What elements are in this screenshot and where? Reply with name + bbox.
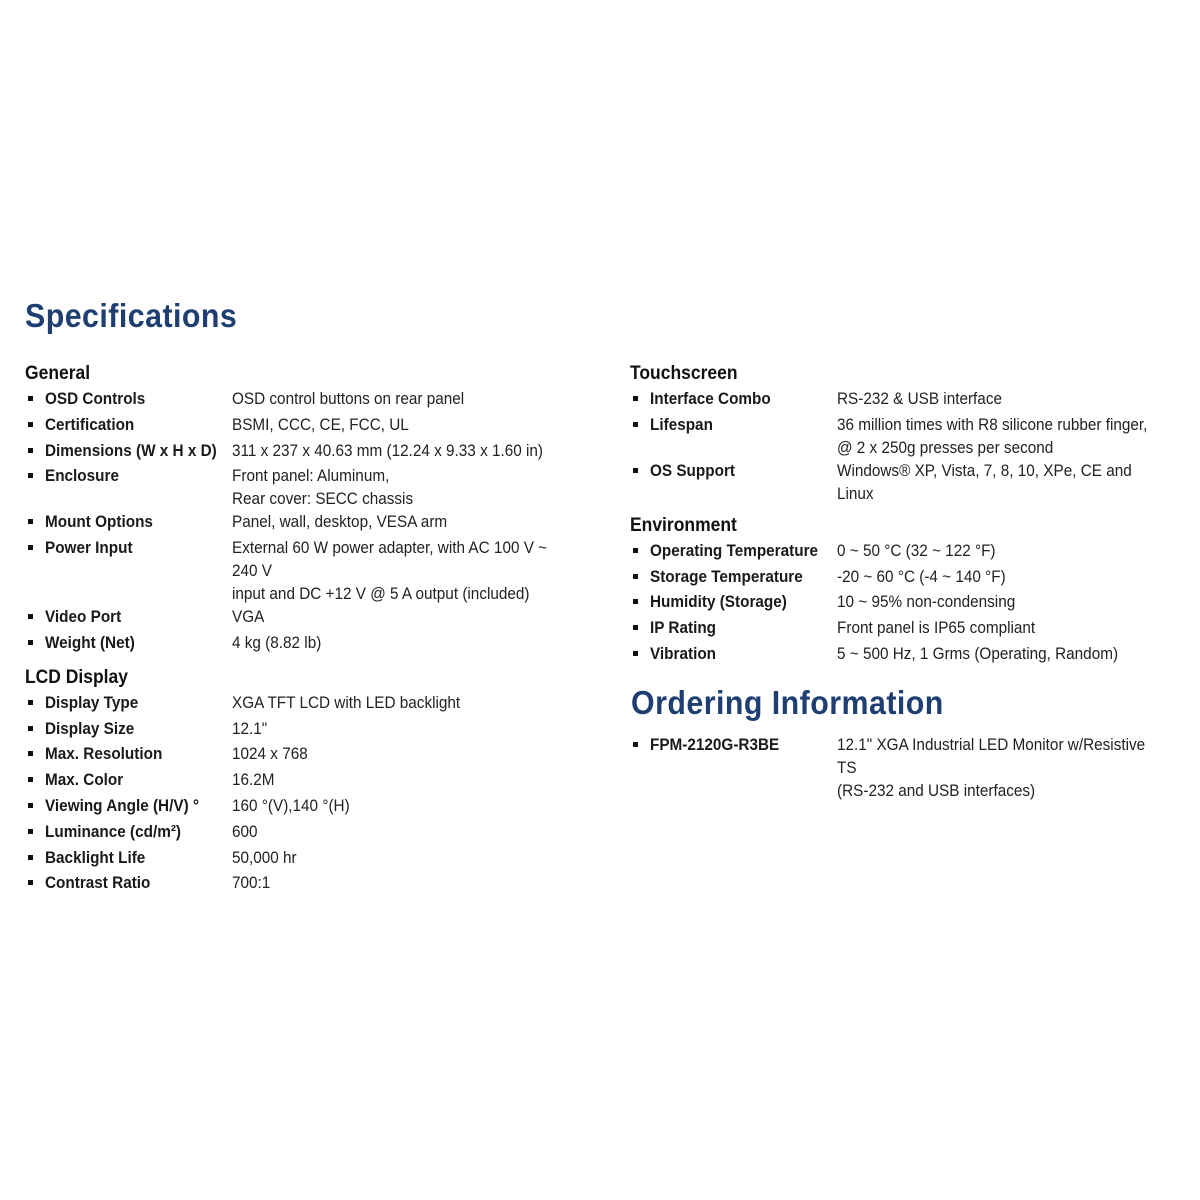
bullet-icon [28, 803, 33, 808]
bullet-icon [28, 726, 33, 731]
spec-row [25, 691, 595, 717]
spec-label: Operating Temperature [650, 540, 819, 560]
spec-value: Front panel: Aluminum, Rear cover: SECC chassis [232, 466, 414, 509]
spec-value: 10 ~ 95% non-condensing [837, 592, 1016, 612]
spec-value: Windows® XP, Vista, 7, 8, 10, XPe, CE and Linux [837, 460, 1132, 503]
bullet-icon [633, 574, 638, 579]
spec-label: Weight (Net) [45, 632, 135, 652]
spec-row [25, 717, 595, 743]
spec-label: Viewing Angle (H/V) ° [45, 795, 200, 815]
bullet-icon [28, 829, 33, 834]
spec-value: 12.1" [232, 718, 268, 738]
spec-row [630, 539, 1190, 565]
spec-label: Storage Temperature [650, 566, 803, 586]
spec-row [630, 733, 1190, 802]
spec-label: Luminance (cd/m²) [45, 821, 182, 841]
left-column [25, 361, 595, 905]
bullet-icon [633, 422, 638, 427]
spec-value: BSMI, CCC, CE, FCC, UL [232, 414, 409, 434]
environment-list [630, 539, 1190, 668]
spec-label: Enclosure [45, 466, 119, 486]
spec-label: Display Size [45, 718, 135, 738]
spec-value: 12.1" XGA Industrial LED Monitor w/Resistive TS (RS-232 and USB interfaces) [837, 735, 1146, 800]
section-heading-touchscreen: Touchscreen [630, 363, 738, 384]
bullet-icon [28, 545, 33, 550]
bullet-icon [28, 700, 33, 705]
ordering-column [630, 733, 1190, 810]
spec-row [25, 742, 595, 768]
spec-value: XGA TFT LCD with LED backlight [232, 692, 461, 712]
spec-value: VGA [232, 607, 265, 627]
bullet-icon [28, 396, 33, 401]
spec-label: Interface Combo [650, 389, 771, 408]
spec-row [630, 387, 1190, 413]
spec-value: RS-232 & USB interface [837, 389, 1002, 408]
spec-value: Panel, wall, desktop, VESA arm [232, 512, 448, 532]
spec-row [25, 871, 595, 897]
lcd-display-list [25, 691, 595, 897]
specifications-title: Specifications [25, 297, 238, 334]
spec-row [25, 464, 595, 510]
right-column [630, 361, 1190, 676]
spec-row [25, 387, 595, 413]
spec-label: Contrast Ratio [45, 873, 151, 893]
spec-label: Max. Resolution [45, 744, 163, 764]
spec-row [25, 631, 595, 657]
spec-row [25, 605, 595, 631]
spec-row [630, 413, 1190, 459]
spec-value: 16.2M [232, 770, 275, 790]
spec-label: Display Type [45, 692, 139, 712]
bullet-icon [633, 548, 638, 553]
spec-value: 4 kg (8.82 lb) [232, 632, 322, 652]
bullet-icon [28, 519, 33, 524]
bullet-icon [633, 468, 638, 473]
spec-value: 160 °(V),140 °(H) [232, 795, 350, 815]
spec-row [630, 642, 1190, 668]
spec-label: Backlight Life [45, 847, 146, 867]
spec-value: 1024 x 768 [232, 744, 308, 764]
spec-value: 36 million times with R8 silicone rubber finger, @ 2 x 250g presses per second [837, 414, 1148, 457]
bullet-icon [633, 396, 638, 401]
spec-row [630, 590, 1190, 616]
spec-label: Mount Options [45, 512, 153, 532]
bullet-icon [28, 640, 33, 645]
spec-row [25, 510, 595, 536]
spec-row [25, 794, 595, 820]
spec-label: Dimensions (W x H x D) [45, 440, 217, 460]
spec-value: -20 ~ 60 °C (-4 ~ 140 °F) [837, 566, 1006, 586]
bullet-icon [633, 599, 638, 604]
section-heading-general: General [25, 363, 91, 384]
ordering-list [630, 733, 1190, 802]
spec-label: Lifespan [650, 414, 713, 434]
spec-value: 5 ~ 500 Hz, 1 Grms (Operating, Random) [837, 643, 1119, 663]
spec-value: 0 ~ 50 °C (32 ~ 122 °F) [837, 540, 996, 560]
spec-label: OSD Controls [45, 389, 146, 408]
spec-value: OSD control buttons on rear panel [232, 389, 465, 408]
spec-row [25, 768, 595, 794]
spec-value: External 60 W power adapter, with AC 100 V ~ 240 V input and DC +12 V @ 5 A output (included) [232, 538, 548, 604]
spec-label: FPM-2120G-R3BE [650, 735, 780, 754]
bullet-icon [28, 855, 33, 860]
bullet-icon [28, 880, 33, 885]
spec-value: 700:1 [232, 873, 271, 893]
spec-label: Certification [45, 414, 135, 434]
bullet-icon [28, 777, 33, 782]
spec-row [630, 565, 1190, 591]
bullet-icon [28, 473, 33, 478]
spec-value: 50,000 hr [232, 847, 297, 867]
spec-value: Front panel is IP65 compliant [837, 618, 1036, 638]
bullet-icon [633, 742, 638, 747]
ordering-information-title: Ordering Information [631, 684, 944, 721]
bullet-icon [28, 448, 33, 453]
bullet-icon [28, 422, 33, 427]
spec-label: Max. Color [45, 770, 124, 790]
spec-value: 311 x 237 x 40.63 mm (12.24 x 9.33 x 1.60 in) [232, 440, 544, 460]
spec-label: Vibration [650, 643, 717, 663]
spec-row [630, 459, 1190, 505]
spec-row [630, 616, 1190, 642]
spec-row [25, 439, 595, 465]
section-heading-lcd-display: LCD Display [25, 666, 128, 688]
general-list [25, 387, 595, 657]
bullet-icon [633, 625, 638, 630]
spec-label: Humidity (Storage) [650, 592, 787, 612]
bullet-icon [28, 751, 33, 756]
bullet-icon [633, 651, 638, 656]
bullet-icon [28, 614, 33, 619]
spec-label: IP Rating [650, 618, 717, 638]
spec-row [25, 413, 595, 439]
spec-label: OS Support [650, 460, 736, 480]
spec-label: Power Input [45, 538, 133, 558]
spec-value: 600 [232, 821, 258, 841]
section-heading-environment: Environment [630, 514, 737, 536]
touchscreen-list [630, 387, 1190, 505]
spec-row [25, 536, 595, 605]
spec-label: Video Port [45, 607, 122, 627]
spec-row [25, 820, 595, 846]
spec-row [25, 846, 595, 872]
